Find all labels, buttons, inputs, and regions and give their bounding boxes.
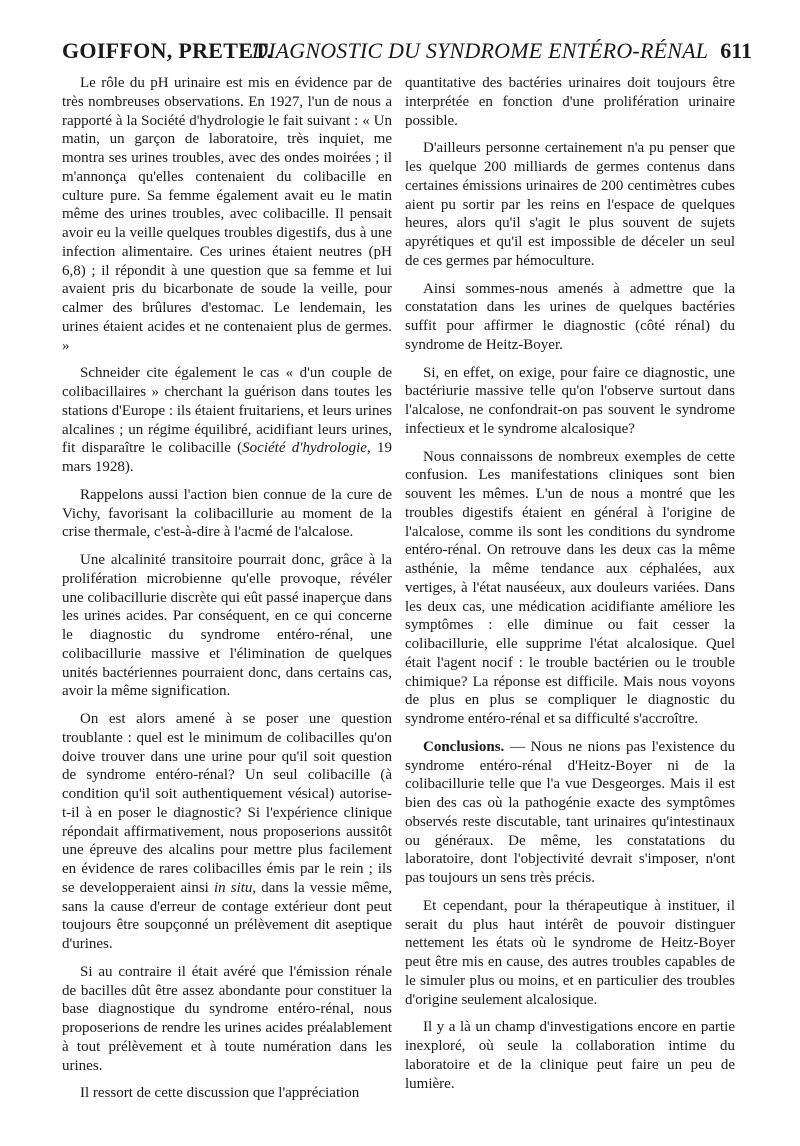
paragraph-schneider	[62, 364, 392, 477]
paragraph-confusion: Nous connaissons de nombreux exemples de cette confusion. Les manifestations cliniques sont bien souvent les mêmes. L'un de nous a montré que les troubles digestifs étaient en général à l'origine de l'alcalose, comme ils sont les conditions du syndrome entéro-rénal. On retrouve dans les deux cas la même asthénie, la même tendance aux céphalées, aux vertiges, à l'état nauséeux, aux douleurs variées. Dans les deux cas, une médication acidifiante améliore les symptômes : elle diminue ou fait cesser la colibacillurie, elle supprime l'état alcalosique. Quel était l'agent nocif : le trouble bactérien ou le trouble chimique? La réponse est difficile. Mais nous voyons de plus en plus se compliquer le diagnostic du syndrome entéro-rénal et sa difficulté s'accroître.	[405, 448, 735, 727]
question-text-a: On est alors amené à se poser une question troublante : quel est le minimum de colibacilles qu'on doive trouver dans une urine pour qu'il soit question de syndrome entéro-rénal? Un seul colibacille (à condition qu'il soit authentiquement vésical) autorise-t-il à en poser le diagnostic? Si l'expérience clinique répondait affirmativement, nous proposerions aussitôt une épreuve des alcalins pour mettre plus facilement en évidence de rares colibacilles émis par le rein ; ils se developperaient ainsi	[62, 711, 392, 896]
paragraph-emission-renale: Si au contraire il était avéré que l'émission rénale de bacilles dût être assez abondante pour constituer la base diagnostique du syndrome entéro-rénal, nous proposerions de rendre les urines acides préalablement à tout prélèvement et à toute numération dans les urines.	[62, 963, 392, 1074]
left-column	[62, 74, 392, 1103]
question-text-b: , dans la vessie même, sans la cause d'erreur de contage extérieur dont peut toujours être soupçonné un prélèvement dit aseptique d'urines.	[62, 879, 392, 952]
paragraph-alcalinite: Une alcalinité transitoire pourrait donc, grâce à la prolifération microbienne qu'elle provoque, révéler une colibacillurie discrète qui eût passé inaperçue dans les urines acides. Par conséquent, en ce qui concerne le diagnostic du syndrome entéro-rénal, une colibacillurie massive et l'élimination de quelques unités bactériennes pourraient donc, dans certains cas, avoir la même signification.	[62, 552, 392, 700]
schneider-date: 19 mars 1928).	[62, 440, 392, 475]
paragraph-quantitative: quantitative des bactéries urinaires doit toujours être interprétée en fonction d'une prolifération urinaire possible.	[405, 75, 735, 129]
paragraph-vichy: Rappelons aussi l'action bien connue de la cure de Vichy, favorisant la colibacillurie au moment de la crise thermale, c'est-à-dire à l'acmé de l'alcalose.	[62, 486, 392, 541]
paragraph-champ: Il y a là un champ d'investigations encore en partie inexploré, où seule la collaboration intime du laboratoire et de la clinique peut faire un peu de lumière.	[405, 1019, 735, 1092]
conclusions-label: Conclusions.	[423, 738, 505, 755]
schneider-citation: Société d'hydrologie,	[242, 440, 371, 457]
paragraph-ph-urinaire: Le rôle du pH urinaire est mis en évidence par de très nombreuses observations. En 1927, l'un de nous a rapporté à la Société d'hydrologie le fait suivant : « Un matin, un garçon de laboratoire, très inquiet, me montra ses urines troubles, avec des ondes moirées ; il m'annonça qu'elles contenaient du colibacille en culture pure. Sa femme également avait eu le matin même des urines troubles, avec colibacille. Il pensait avoir eu la veille quelques troubles digestifs, dus à une infection alimentaire. Ces urines étaient neutres (pH 6,8) ; il répondit à une question que sa femme et lui avaient pris du bicarbonate de soude la veille, pour calmer des brûlures d'estomac. Le lendemain, les urines étaient acides et ne contenaient plus de germes. »	[62, 75, 392, 354]
in-situ-italic: in situ	[213, 879, 253, 896]
paragraph-therapeutique: Et cependant, pour la thérapeutique à instituer, il serait du plus haut intérêt de pouvoir distinguer nettement les états où le syndrome de Heitz-Boyer peut être mis en cause, des autres troubles capables de le simuler plus ou moins, et en particulier des troubles d'origine seulement alcalosique.	[405, 897, 735, 1008]
right-column	[405, 74, 735, 1093]
paragraph-ressort: Il ressort de cette discussion que l'appréciation	[80, 1085, 360, 1102]
page-number: 611	[720, 38, 752, 63]
header-title: DIAGNOSTIC DU SYNDROME ENTÉRO-RÉNAL	[252, 38, 709, 63]
schneider-text: Schneider cite également le cas « d'un couple de colibacillaires » cherchant la guérison dans toutes les stations d'Europe : ils étaient fruitariens, et leurs urines alcalines ; un régime équilibré, acidifiant leurs urines, fit disparaître le colibacille (	[62, 365, 392, 457]
paragraph-question-troublante	[62, 710, 392, 954]
paragraph-ainsi: Ainsi sommes-nous amenés à admettre que la constatation dans les urines de quelques bactéries suffit pour affirmer le diagnostic (côté rénal) du syndrome de Heitz-Boyer.	[405, 280, 735, 353]
paragraph-si-en-effet: Si, en effet, on exige, pour faire ce diagnostic, une bactériurie massive telle qu'on l'observe surtout dans l'alcalose, ne confondrait-on pas souvent le syndrome infectieux et le syndrome alcalosique?	[405, 364, 735, 437]
paragraph-conclusions	[405, 738, 735, 888]
conclusions-text: — Nous ne nions pas l'existence du syndrome entéro-rénal d'Heitz-Boyer ni de la colibacillurie telle que l'a vue Desgeorges. Mais il est bien des cas où la pathogénie exacte des symptômes observés reste discutable, tant urinaires qu'intestinaux ou généraux. De même, les constatations du laboratoire, dont l'objectivité devrait s'imposer, n'ont pas toujours un sens très précis.	[405, 738, 735, 886]
paragraph-milliards: D'ailleurs personne certainement n'a pu penser que les quelque 200 milliards de germes contenus dans certaines émissions urinaires de 200 centimètres cubes aient pu sortir par les reins en l'espace de quelques heures, alors qu'il s'agit le plus souvent de sujets apyrétiques et qu'il est impossible de déceler un seul de ces germes par hémoculture.	[405, 140, 735, 269]
header-authors: GOIFFON, PRETET.	[62, 38, 273, 63]
running-header	[62, 38, 752, 70]
